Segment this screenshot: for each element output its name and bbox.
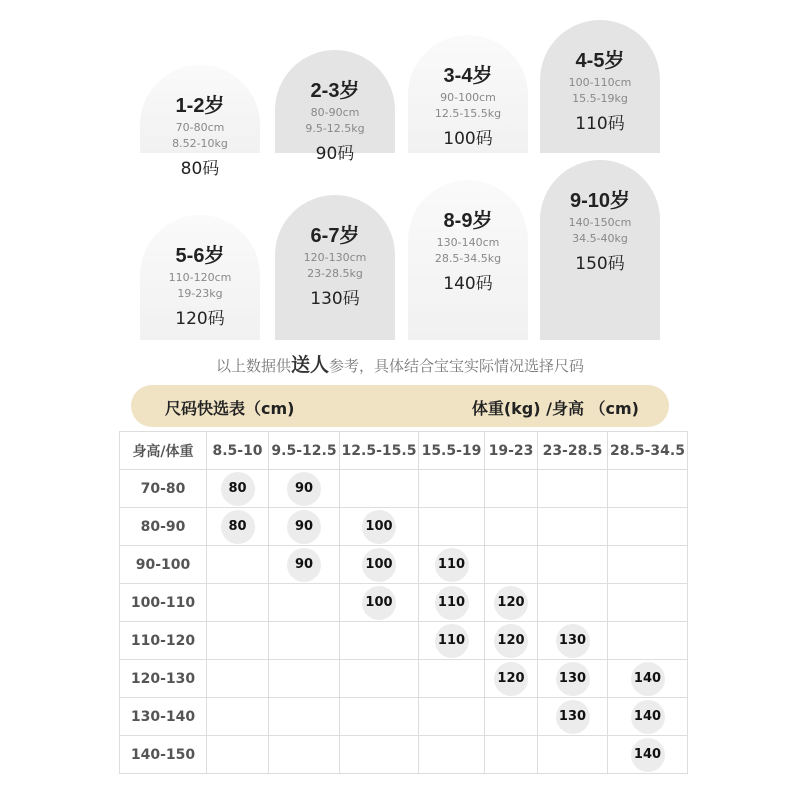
table-cell	[419, 660, 485, 698]
note-text: 以上数据供	[215, 357, 291, 375]
size-chip: 140	[631, 738, 665, 772]
size-chip: 120	[494, 662, 528, 696]
size-code: 150码	[575, 254, 625, 274]
table-cell	[538, 622, 608, 660]
size-code: 120码	[175, 309, 225, 329]
table-cell	[207, 698, 269, 736]
age-card	[275, 50, 395, 164]
table-cell	[485, 546, 538, 584]
weight-column-header: 8.5-10	[207, 432, 269, 470]
size-chip: 130	[556, 662, 590, 696]
weight-range: 23-28.5kg	[307, 267, 363, 280]
table-cell	[269, 736, 340, 774]
size-chip: 90	[287, 510, 321, 544]
size-chip: 90	[287, 472, 321, 506]
table-cell	[485, 736, 538, 774]
table-cell	[269, 470, 340, 508]
size-table	[119, 431, 688, 774]
table-cell	[269, 698, 340, 736]
table-cell	[608, 584, 688, 622]
table-cell	[207, 660, 269, 698]
height-range: 130-140cm	[436, 236, 500, 249]
table-cell	[207, 508, 269, 546]
size-code: 140码	[443, 274, 493, 294]
table-cell	[340, 622, 419, 660]
table-row	[120, 736, 688, 774]
weight-range: 9.5-12.5kg	[305, 122, 365, 135]
table-cell	[538, 698, 608, 736]
table-cell	[340, 660, 419, 698]
age-card	[540, 20, 660, 153]
table-cell	[269, 508, 340, 546]
table-cell	[207, 470, 269, 508]
age-range: 4-5岁	[575, 50, 625, 72]
table-cell	[485, 470, 538, 508]
quick-size-banner	[131, 385, 669, 427]
table-cell	[419, 546, 485, 584]
size-chip: 110	[435, 624, 469, 658]
height-row-header: 140-150	[120, 736, 207, 774]
banner-axis-label: 体重(kg) /身高 （cm)	[471, 399, 639, 418]
height-range: 110-120cm	[168, 271, 232, 284]
age-range: 5-6岁	[175, 245, 225, 267]
table-cell	[340, 584, 419, 622]
height-row-header: 120-130	[120, 660, 207, 698]
size-code: 80码	[180, 159, 220, 179]
table-cell	[538, 546, 608, 584]
size-chip: 110	[435, 548, 469, 582]
age-range: 8-9岁	[443, 210, 493, 232]
size-code: 90码	[315, 144, 355, 164]
height-range: 70-80cm	[175, 121, 225, 134]
weight-range: 19-23kg	[177, 287, 223, 300]
table-cell	[485, 660, 538, 698]
size-chip: 100	[362, 548, 396, 582]
table-cell	[419, 470, 485, 508]
weight-column-header: 12.5-15.5	[340, 432, 419, 470]
size-chip: 110	[435, 586, 469, 620]
table-row	[120, 508, 688, 546]
size-chip: 100	[362, 510, 396, 544]
height-range: 100-110cm	[568, 76, 632, 89]
age-range: 1-2岁	[175, 95, 225, 117]
table-cell	[419, 584, 485, 622]
age-range: 6-7岁	[310, 225, 360, 247]
table-cell	[485, 584, 538, 622]
size-chip: 120	[494, 624, 528, 658]
table-cell	[608, 736, 688, 774]
table-cell	[419, 622, 485, 660]
age-range: 3-4岁	[443, 65, 493, 87]
weight-column-header: 23-28.5	[538, 432, 608, 470]
size-chip: 130	[556, 624, 590, 658]
weight-column-header: 15.5-19	[419, 432, 485, 470]
table-cell	[608, 546, 688, 584]
table-cell	[608, 660, 688, 698]
table-row	[120, 622, 688, 660]
height-row-header: 80-90	[120, 508, 207, 546]
weight-range: 15.5-19kg	[572, 92, 628, 105]
age-range: 9-10岁	[569, 190, 631, 212]
corner-header: 身高/体重	[120, 432, 207, 470]
weight-range: 12.5-15.5kg	[434, 107, 502, 120]
table-cell	[340, 508, 419, 546]
table-cell	[608, 622, 688, 660]
age-card	[140, 215, 260, 340]
table-row	[120, 470, 688, 508]
height-range: 120-130cm	[303, 251, 367, 264]
size-code: 130码	[310, 289, 360, 309]
table-cell	[207, 622, 269, 660]
table-cell	[269, 660, 340, 698]
size-chip: 120	[494, 586, 528, 620]
size-chip: 80	[221, 510, 255, 544]
note-text: 参考，具体结合宝宝实际情况选择尺码	[329, 357, 585, 375]
table-cell	[340, 698, 419, 736]
table-cell	[340, 736, 419, 774]
note-emphasis: 送人	[290, 354, 329, 376]
table-cell	[269, 584, 340, 622]
weight-column-header: 19-23	[485, 432, 538, 470]
banner-title: 尺码快选表（cm)	[165, 399, 295, 418]
height-range: 90-100cm	[440, 91, 496, 104]
table-cell	[207, 546, 269, 584]
size-chip: 130	[556, 700, 590, 734]
table-cell	[608, 508, 688, 546]
table-cell	[538, 584, 608, 622]
height-row-header: 100-110	[120, 584, 207, 622]
table-cell	[538, 660, 608, 698]
table-cell	[538, 508, 608, 546]
table-row	[120, 584, 688, 622]
age-card	[408, 180, 528, 340]
height-row-header: 90-100	[120, 546, 207, 584]
height-range: 140-150cm	[568, 216, 632, 229]
table-cell	[419, 736, 485, 774]
table-cell	[419, 698, 485, 736]
table-cell	[340, 470, 419, 508]
table-cell	[269, 622, 340, 660]
table-cell	[485, 622, 538, 660]
table-row	[120, 698, 688, 736]
age-range: 2-3岁	[310, 80, 360, 102]
weight-column-header: 28.5-34.5	[608, 432, 688, 470]
age-card	[408, 35, 528, 153]
size-chip: 90	[287, 548, 321, 582]
weight-range: 8.52-10kg	[172, 137, 228, 150]
size-code: 110码	[575, 114, 625, 134]
table-cell	[538, 736, 608, 774]
weight-column-header: 9.5-12.5	[269, 432, 340, 470]
reference-note	[0, 350, 800, 377]
height-row-header: 70-80	[120, 470, 207, 508]
weight-range: 34.5-40kg	[572, 232, 628, 245]
size-chip: 100	[362, 586, 396, 620]
size-chip: 80	[221, 472, 255, 506]
table-cell	[608, 470, 688, 508]
table-cell	[538, 470, 608, 508]
table-row	[120, 546, 688, 584]
size-chip: 140	[631, 700, 665, 734]
table-cell	[485, 508, 538, 546]
height-range: 80-90cm	[310, 106, 360, 119]
age-card	[140, 65, 260, 179]
height-row-header: 130-140	[120, 698, 207, 736]
size-chip: 140	[631, 662, 665, 696]
table-row	[120, 660, 688, 698]
table-cell	[207, 736, 269, 774]
table-cell	[485, 698, 538, 736]
table-cell	[608, 698, 688, 736]
table-cell	[207, 584, 269, 622]
size-code: 100码	[443, 129, 493, 149]
table-cell	[419, 508, 485, 546]
weight-range: 28.5-34.5kg	[434, 252, 502, 265]
age-card	[275, 195, 395, 340]
height-row-header: 110-120	[120, 622, 207, 660]
age-card	[540, 160, 660, 340]
table-cell	[340, 546, 419, 584]
table-cell	[269, 546, 340, 584]
